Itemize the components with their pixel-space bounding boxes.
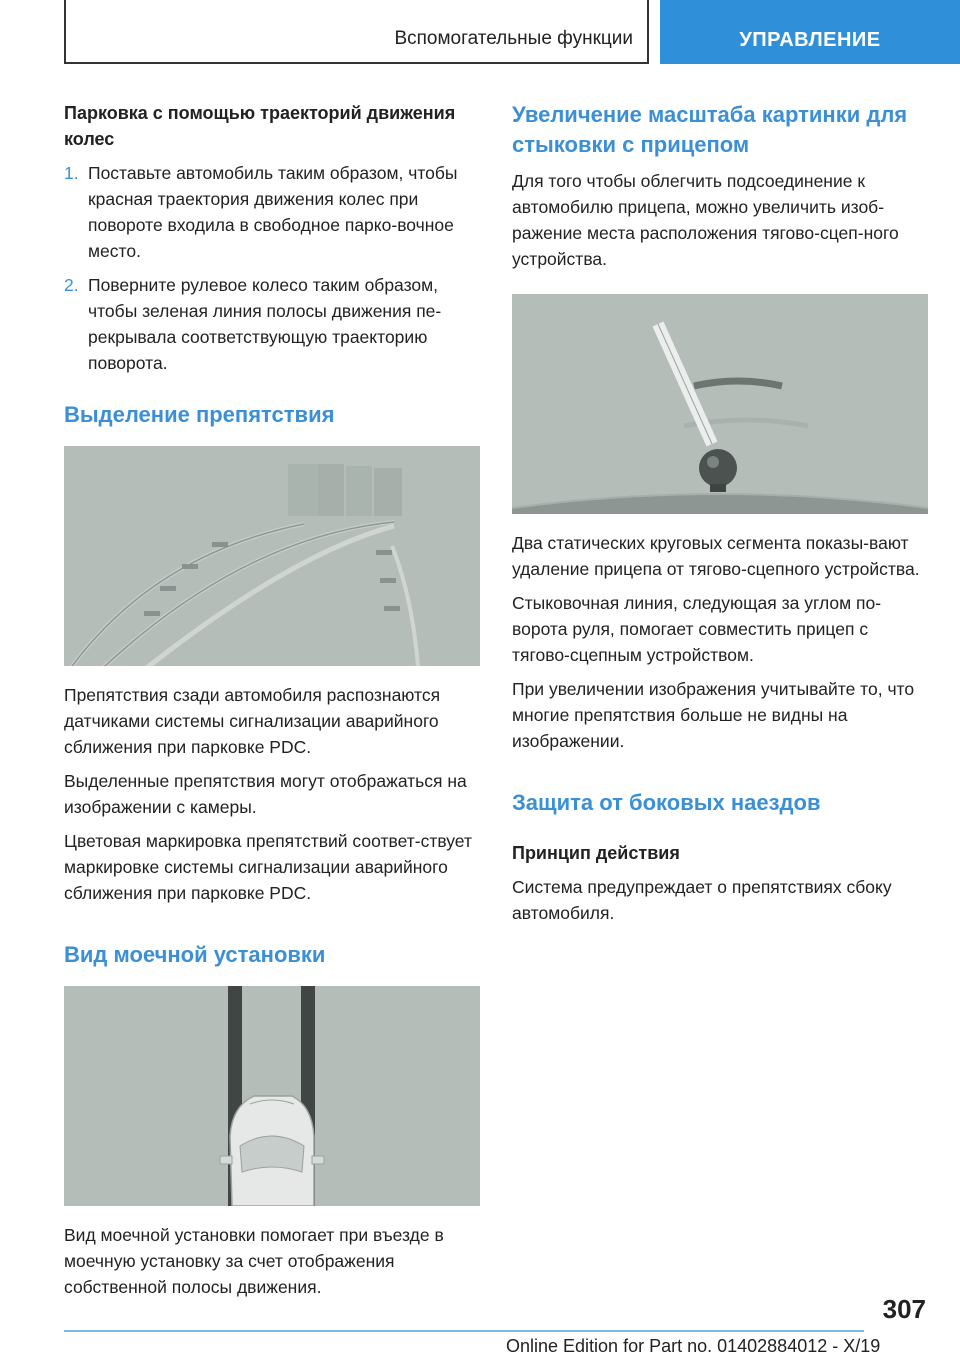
side-protection-paragraph: Система предупреждает о препятствиях сбоку автомобиля. bbox=[512, 877, 892, 923]
left-column bbox=[64, 100, 480, 1300]
zoom-paragraph: При увеличении изображения учитывайте то, что многие препятствия больше не видны на изображении. bbox=[512, 679, 915, 751]
obstacle-paragraph: Цветовая маркировка препятствий соответ-ствует маркировке системы сигнализации аварийного сближения при парковке PDC. bbox=[64, 831, 472, 903]
zoom-paragraph: Два статических круговых сегмента показы-вают удаление прицепа от тягово-сцепного устройства. bbox=[512, 533, 920, 579]
trailer-hitch-camera-image bbox=[512, 294, 928, 514]
header-section bbox=[64, 0, 649, 64]
footer-divider bbox=[64, 1330, 864, 1332]
header-section-title: Вспомогательные функции bbox=[394, 28, 633, 49]
obstacle-paragraph: Препятствия сзади автомобиля распознаются датчиками системы сигнализации аварийного сближения при парковке PDC. bbox=[64, 685, 441, 757]
principle-heading: Принцип действия bbox=[512, 843, 680, 863]
header-chapter-title: УПРАВЛЕНИЕ bbox=[739, 29, 881, 51]
obstacle-camera-image bbox=[64, 446, 480, 666]
obstacle-paragraph: Выделенные препятствия могут отображаться на изображении с камеры. bbox=[64, 771, 467, 817]
step-text: Поверните рулевое колесо таким образом, чтобы зеленая линия полосы движения пе-рекрывала соответствующую траекторию поворота. bbox=[88, 275, 442, 373]
carwash-paragraph: Вид моечной установки помогает при въезде в моечную установку за счет отображения собственной полосы движения. bbox=[64, 1225, 444, 1297]
side-protection-heading: Защита от боковых наездов bbox=[512, 790, 821, 815]
parking-heading: Парковка с помощью траекторий движения колес bbox=[64, 103, 456, 149]
step-text: Поставьте автомобиль таким образом, чтобы красная траектория движения колес при повороте входила в свободное парко-вочное место. bbox=[88, 163, 458, 261]
footer-edition: Online Edition for Part no. 01402884012 - X/19 bbox=[506, 1336, 881, 1356]
header-chapter-tab[interactable] bbox=[660, 0, 960, 64]
page-number: 307 bbox=[882, 1294, 926, 1324]
obstacle-heading: Выделение препятствия bbox=[64, 402, 335, 427]
step-number: 2. bbox=[64, 275, 79, 295]
carwash-camera-image bbox=[64, 986, 480, 1206]
zoom-heading: Увеличение масштаба картинки для стыковки с прицепом bbox=[512, 102, 908, 157]
zoom-paragraph: Для того чтобы облегчить подсоединение к автомобилю прицепа, можно увеличить изоб-ражение места расположения тягово-сцеп-ного устройства. bbox=[512, 171, 899, 269]
carwash-heading: Вид моечной установки bbox=[64, 942, 326, 967]
step-item bbox=[64, 160, 480, 264]
right-column bbox=[512, 100, 928, 926]
zoom-paragraph: Стыковочная линия, следующая за углом по-ворота руля, помогает совместить прицеп с тягово-сцепным устройством. bbox=[512, 593, 882, 665]
step-item bbox=[64, 272, 480, 376]
step-number: 1. bbox=[64, 163, 79, 183]
